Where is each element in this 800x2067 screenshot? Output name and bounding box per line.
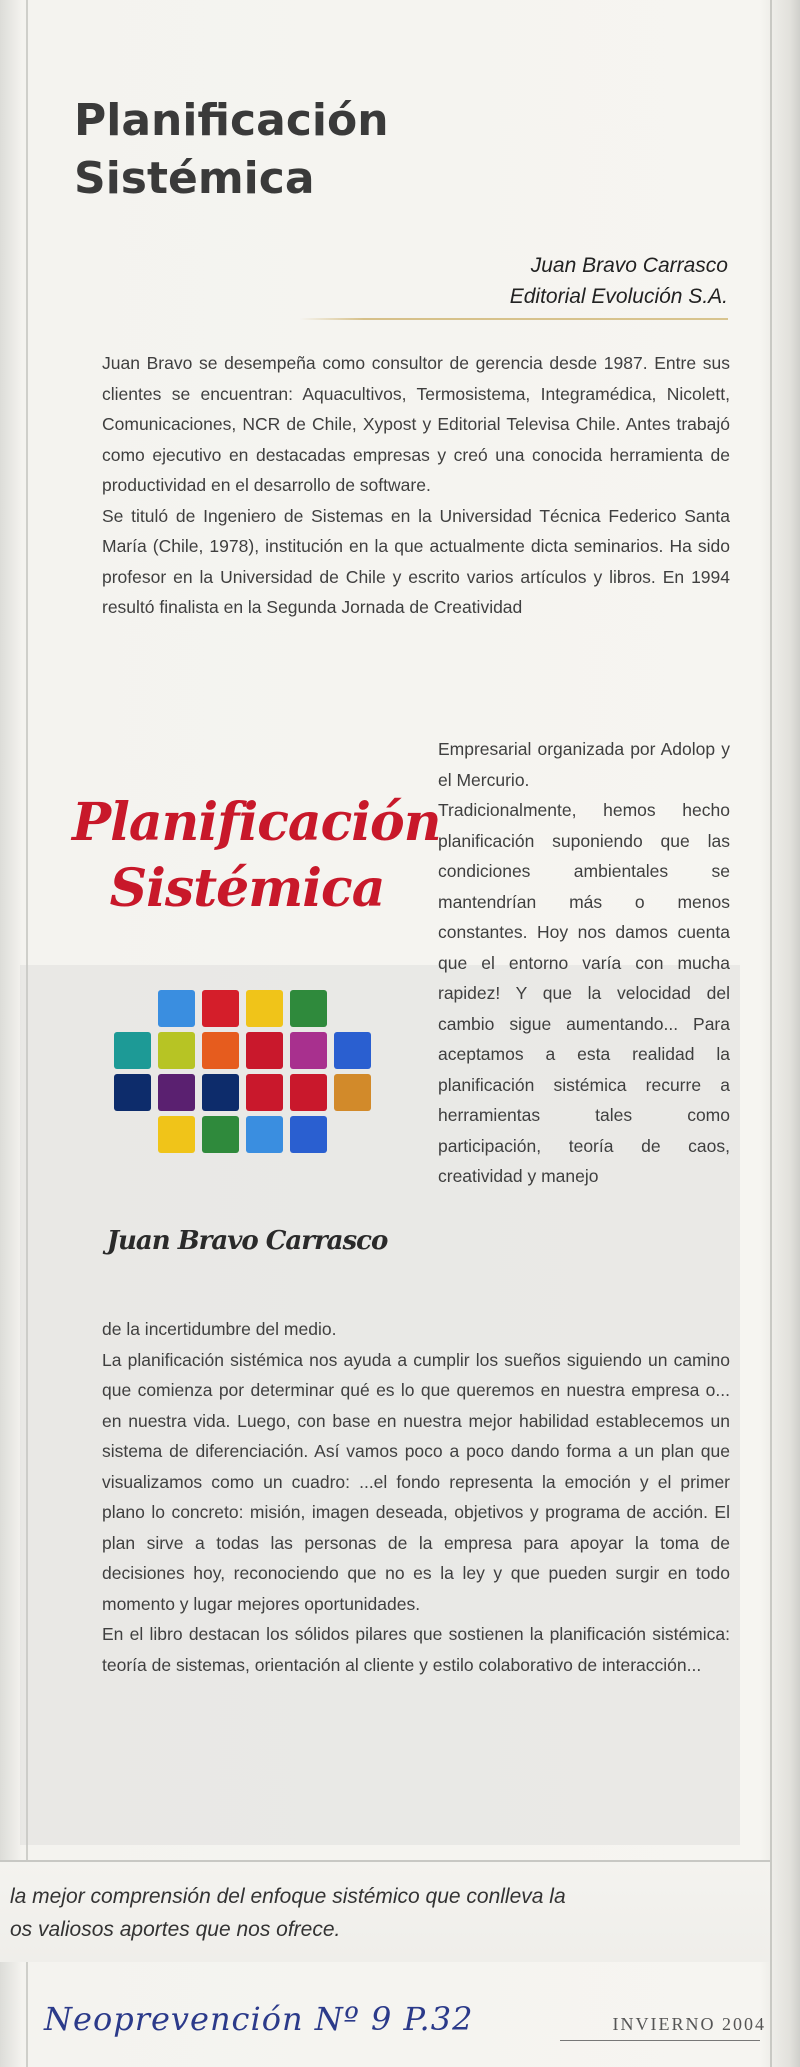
article-author: Juan Bravo Carrasco bbox=[530, 254, 728, 277]
book-cover-title-line: Planificación bbox=[72, 792, 441, 853]
paragraph: La planificación sistémica nos ayuda a cumplir los sueños siguiendo un camino que comienza por determinar qué es lo que queremos en nuestra empresa o... en nuestra vida. Luego, con base en nuestra mejor habilidad establecemos un sistema de diferenciación. Así vamos poco a poco dando forma a un plan que visualizamos como un cuadro: ...el fondo representa la emoción y el primer plano lo concreto: misión, imagen deseada, objetivos y programa de acción. El plan sirve a todas las personas de la empresa para apoyar la toma de decisiones hoy, reconociendo que no es la ley y que pueden surgir en todo momento y lugar mejores oportunidades. bbox=[102, 1349, 730, 1614]
pull-quote bbox=[10, 1880, 750, 1946]
footer-rule bbox=[560, 2040, 760, 2041]
paragraph: Empresarial organizada por Adolop y el Mercurio. bbox=[438, 739, 730, 790]
book-cover-tile bbox=[246, 1116, 283, 1153]
byline-rule bbox=[300, 318, 728, 320]
book-cover-tile bbox=[334, 1074, 371, 1111]
book-cover-tile bbox=[202, 1032, 239, 1069]
article-body-bottom bbox=[102, 1314, 730, 1680]
book-cover-tile bbox=[158, 1032, 195, 1069]
article-title: Planificación Sistémica bbox=[74, 95, 389, 204]
article-body-side bbox=[438, 734, 730, 1192]
book-cover-tile bbox=[202, 990, 239, 1027]
book-cover-tile bbox=[158, 1074, 195, 1111]
book-cover-tile bbox=[246, 990, 283, 1027]
page-edge-line bbox=[770, 0, 772, 2067]
book-cover-tile bbox=[246, 1074, 283, 1111]
book-cover-tile bbox=[114, 1032, 151, 1069]
book-cover-tile bbox=[246, 1032, 283, 1069]
book-cover-title-line: Sistémica bbox=[109, 858, 385, 919]
book-cover bbox=[72, 790, 441, 1280]
pull-quote-line: la mejor comprensión del enfoque sistémico que conlleva la bbox=[10, 1885, 566, 1908]
pull-quote-line: os valiosos aportes que nos ofrece. bbox=[10, 1918, 341, 1941]
book-cover-title bbox=[72, 790, 441, 922]
book-cover-tile bbox=[334, 1032, 371, 1069]
book-cover-tile bbox=[290, 1116, 327, 1153]
book-cover-tile bbox=[158, 990, 195, 1027]
book-cover-tile bbox=[158, 1116, 195, 1153]
paragraph: Tradicionalmente, hemos hecho planificación suponiendo que las condiciones ambientales se mantendrían más o menos constantes. Hoy nos damos cuenta que el entorno varía con mucha rapidez! Y que la velocidad del cambio sigue aumentando... Para aceptamos a esta realidad la planificación sistémica recurre a herramientas tales como participación, teoría de caos, creatividad y manejo bbox=[438, 800, 730, 1186]
paragraph: En el libro destacan los sólidos pilares que sostienen la planificación sistémica: teoría de sistemas, orientación al cliente y estilo colaborativo de interacción... bbox=[102, 1624, 730, 1675]
book-cover-tile bbox=[202, 1116, 239, 1153]
book-cover-tile bbox=[202, 1074, 239, 1111]
paragraph: de la incertidumbre del medio. bbox=[102, 1319, 337, 1339]
issue-label: INVIERNO 2004 bbox=[612, 2014, 766, 2034]
book-cover-tile bbox=[290, 1032, 327, 1069]
paragraph: Se tituló de Ingeniero de Sistemas en la Universidad Técnica Federico Santa María (Chile, 1978), institución en la que actualmente dicta seminarios. Ha sido profesor en la Universidad de Chile y escrito varios artículos y libros. En 1994 resultó finalista en la Segunda Jornada de Creatividad bbox=[102, 505, 730, 617]
article-body-top bbox=[102, 348, 730, 623]
handwritten-annotation: Neoprevención Nº 9 P.32 bbox=[44, 2000, 474, 2038]
article-publisher: Editorial Evolución S.A. bbox=[509, 285, 728, 308]
article-byline bbox=[510, 250, 728, 312]
book-cover-tile bbox=[290, 1074, 327, 1111]
book-cover-tile-grid bbox=[114, 990, 414, 1160]
book-cover-tile bbox=[114, 1074, 151, 1111]
book-cover-author: Juan Bravo Carrasco bbox=[106, 1226, 388, 1256]
book-cover-tile bbox=[290, 990, 327, 1027]
paragraph: Juan Bravo se desempeña como consultor de gerencia desde 1987. Entre sus clientes se encuentran: Aquacultivos, Termosistema, Integramédica, Nicolett, Comunicaciones, NCR de Chile, Xypost y Editorial Televisa Chile. Antes trabajó como ejecutivo en destacadas empresas y creó una conocida herramienta de productividad en el desarrollo de software. bbox=[102, 353, 730, 495]
